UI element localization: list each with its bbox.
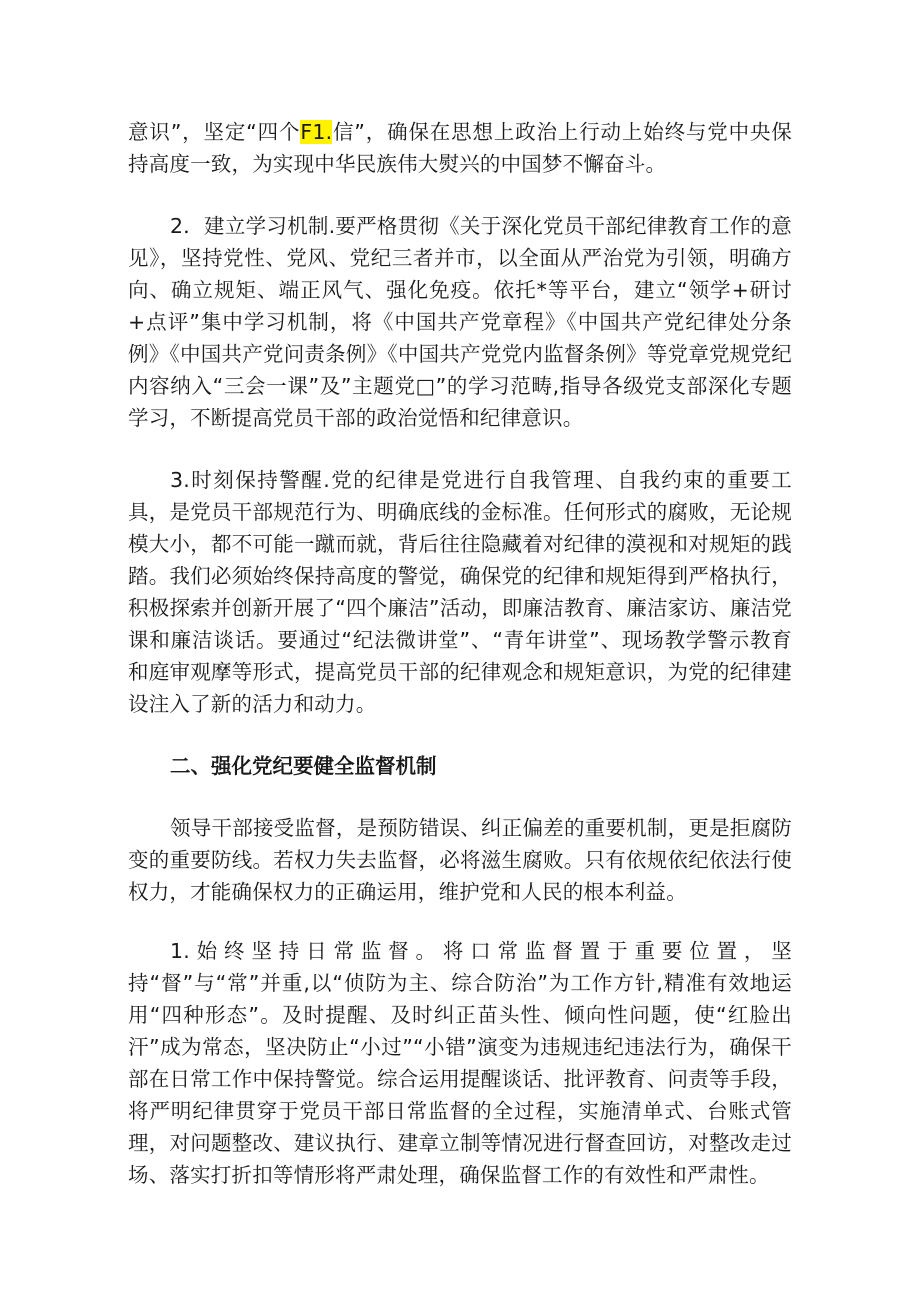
section-heading: 二、强化党纪要健全监督机制 bbox=[170, 754, 437, 778]
intro-text-start: 意识”，坚定“四个 bbox=[128, 120, 301, 144]
paragraph-daily-supervision: 1.始终坚持日常监督。将口常监督置于重要位置，坚持“督”与“常”并重,以“侦防为主、综合防治”为工作方针,精准有效地运用“四种形态”。及时提醒、及时纠正苗头性、倾向性问题，使“红脸出汗”成为常态，坚决防止“小过”“小错”演变为违规违纪违法行为，确保干部在日常工作中保持警觉。综合运用提醒谈话、批评教育、问责等手段，将严明纪律贯穿于党员干部日常监督的全过程，实施清单式、台账式管理，对问题整改、建议执行、建章立制等情况进行督查回访，对整改走过场、落实打折扣等情形将严肃处理，确保监督工作的有效性和严肃性。 bbox=[128, 939, 792, 1187]
paragraph-supervision-intro: 领导干部接受监督，是预防错误、纠正偏差的重要机制，更是拒腐防变的重要防线。若权力失去监督，必将滋生腐败。只有依规依纪依法行使权力，才能确保权力的正确运用，维护党和人民的根本利益。 bbox=[128, 816, 792, 904]
highlighted-text: F1. bbox=[300, 120, 333, 144]
intro-text-end: 信”，确保在思想上政治上行动上始终与党中央保持高度一致，为实现中华民族伟大熨兴的中国梦不懈奋斗。 bbox=[128, 120, 792, 176]
intro-paragraph bbox=[128, 116, 792, 180]
paragraph-stay-vigilant: 3.时刻保持警醒.党的纪律是党进行自我管理、自我约束的重要工具，是党员干部规范行为、明确底线的金标准。任何形式的腐败，无论规模大小，都不可能一蹴而就，背后往往隐藏着对纪律的漠视和对规矩的践踏。我们必须始终保持高度的警觉，确保党的纪律和规矩得到严格执行，积极探索并创新开展了“四个廉洁”活动，即廉洁教育、廉洁家访、廉洁党课和廉洁谈话。要通过“纪法微讲堂”、“青年讲堂”、现场教学警示教育和庭审观摩等形式，提高党员干部的纪律观念和规矩意识，为党的纪律建设注入了新的活力和动力。 bbox=[128, 468, 792, 716]
paragraph-study-mechanism: 2．建立学习机制.要严格贯彻《关于深化党员干部纪律教育工作的意见》，坚持党性、党风、党纪三者并市，以全面从严治党为引领，明确方向、确立规矩、端正风气、强化免疫。依托*等平台，建立“领学+研讨+点评”集中学习机制，将《中国共产党章程》《中国共产党纪律处分条例》《中国共产党问责条例》《中国共产党党内监督条例》等党章党规党纪内容纳入“三会一课”及”主题党□”的学习范畴,指导各级党支部深化专题学习，不断提高党员干部的政治觉悟和纪律意识。 bbox=[128, 214, 792, 430]
